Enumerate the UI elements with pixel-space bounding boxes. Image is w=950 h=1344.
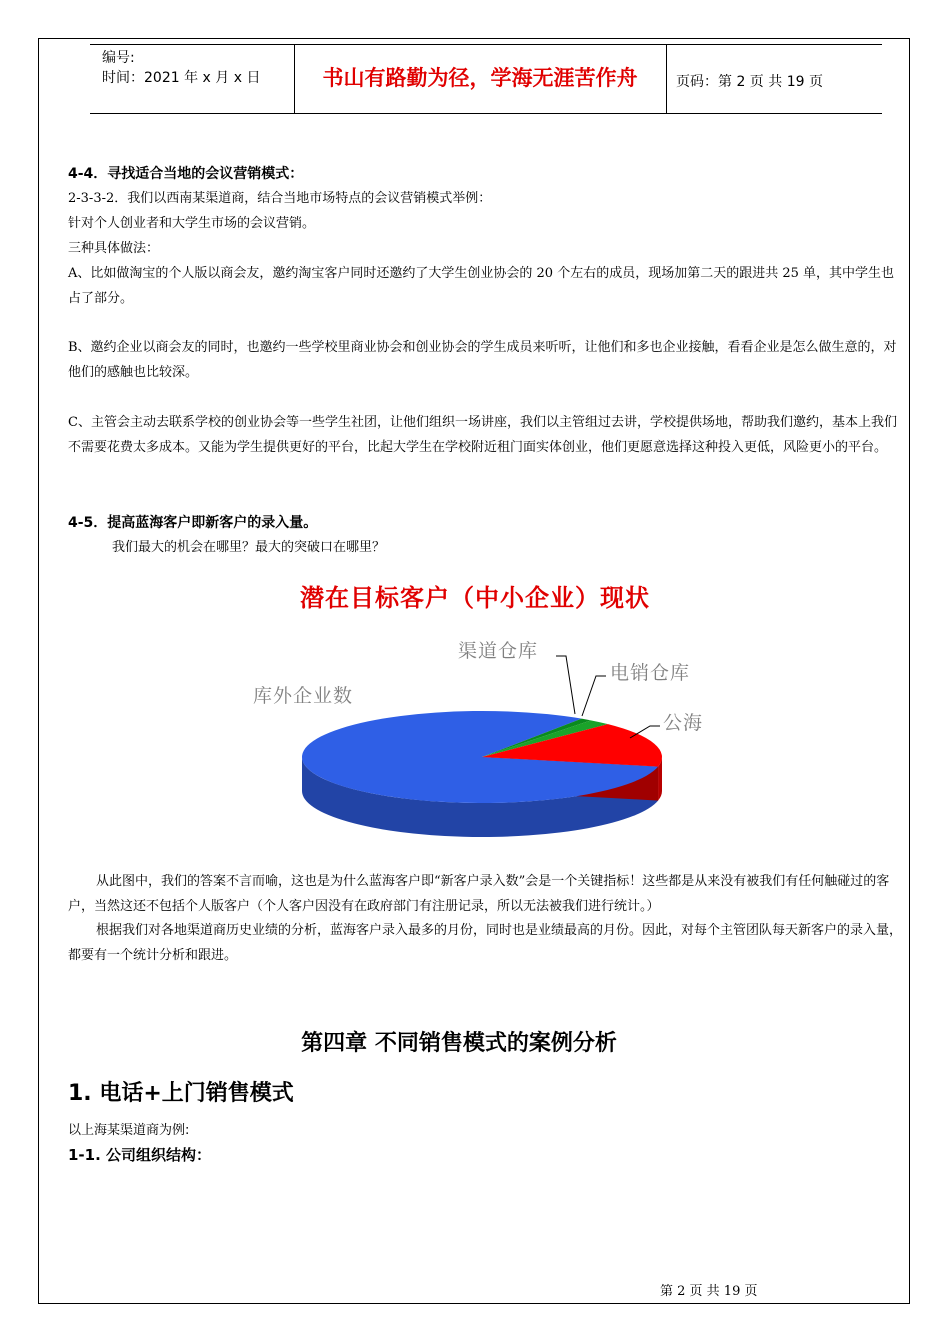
pie-label: 电销仓库 (610, 662, 691, 684)
header-top-rule (90, 44, 882, 45)
analysis-paragraph-2: 根据我们对各地渠道商历史业绩的分析，蓝海客户录入最多的月份，同时也是业绩最高的月份。因此，对每个主管团队每天新客户的录入量，都要有一个统计分析和跟进。 (68, 923, 903, 963)
header-bottom-rule (90, 113, 882, 114)
header-page-number: 页码：第 2 页 共 19 页 (676, 74, 823, 90)
paragraph: 三种具体做法： (68, 241, 160, 256)
section-4-5-heading: 4-5．提高蓝海客户即新客户的录入量。 (68, 515, 318, 531)
footer-page-number: 第 2 页 共 19 页 (660, 1284, 758, 1299)
header-time: 时间：2021 年 x 月 x 日 (102, 70, 261, 86)
paragraph: 2-3-3-2．我们以西南某渠道商，结合当地市场特点的会议营销模式举例： (68, 191, 492, 206)
chart-title: 潜在目标客户（中小企业）现状 (300, 584, 650, 612)
section-4-5-intro: 我们最大的机会在哪里？最大的突破口在哪里？ (112, 540, 386, 555)
header-number: 编号: (102, 50, 135, 66)
section-1-1-heading: 1-1. 公司组织结构： (68, 1146, 212, 1164)
pie-label: 渠道仓库 (458, 640, 539, 662)
header-meta (102, 48, 260, 88)
section-4-4-heading: 4-4．寻找适合当地的会议营销模式： (68, 166, 304, 182)
pie-label: 公海 (663, 712, 704, 734)
page-header (90, 44, 882, 114)
header-divider (666, 44, 667, 114)
paragraph-b: B、邀约企业以商会友的同时，也邀约一些学校里商业协会和创业协会的学生成员来听听，让他们和多也企业接触，看看企业是怎么做生意的，对他们的感触也比较深。 (68, 340, 897, 380)
section-1-title: 1. 电话+上门销售模式 (68, 1081, 294, 1106)
header-motto: 书山有路勤为径，学海无涯苦作舟 (322, 65, 638, 90)
analysis-paragraph-1: 从此图中，我们的答案不言而喻，这也是为什么蓝海客户即“新客户录入数”会是一个关键指标！这些都是从来没有被我们有任何触碰过的客户，当然这还不包括个人版客户（个人客户因没有在政府部门有注册记录，所以无法被我们进行统计。） (68, 874, 890, 914)
chapter-title: 第四章 不同销售模式的案例分析 (301, 1031, 617, 1056)
paragraph-c: C、主管会主动去联系学校的创业协会等一些学生社团，让他们组织一场讲座，我们以主管组过去讲，学校提供场地，帮助我们邀约，基本上我们不需要花费太多成本。又能为学生提供更好的平台，比起大学生在学校附近租门面实体创业，他们更愿意选择这种投入更低，风险更小的平台。 (68, 415, 897, 455)
paragraph-a: A、比如做淘宝的个人版以商会友，邀约淘宝客户同时还邀约了大学生创业协会的 20 个左右的成员，现场加第二天的跟进共 25 单，其中学生也占了部分。 (68, 266, 895, 306)
paragraph: 针对个人创业者和大学生市场的会议营销。 (68, 216, 316, 231)
pie-label: 库外企业数 (253, 685, 354, 707)
section-1-intro: 以上海某渠道商为例: (68, 1123, 190, 1138)
